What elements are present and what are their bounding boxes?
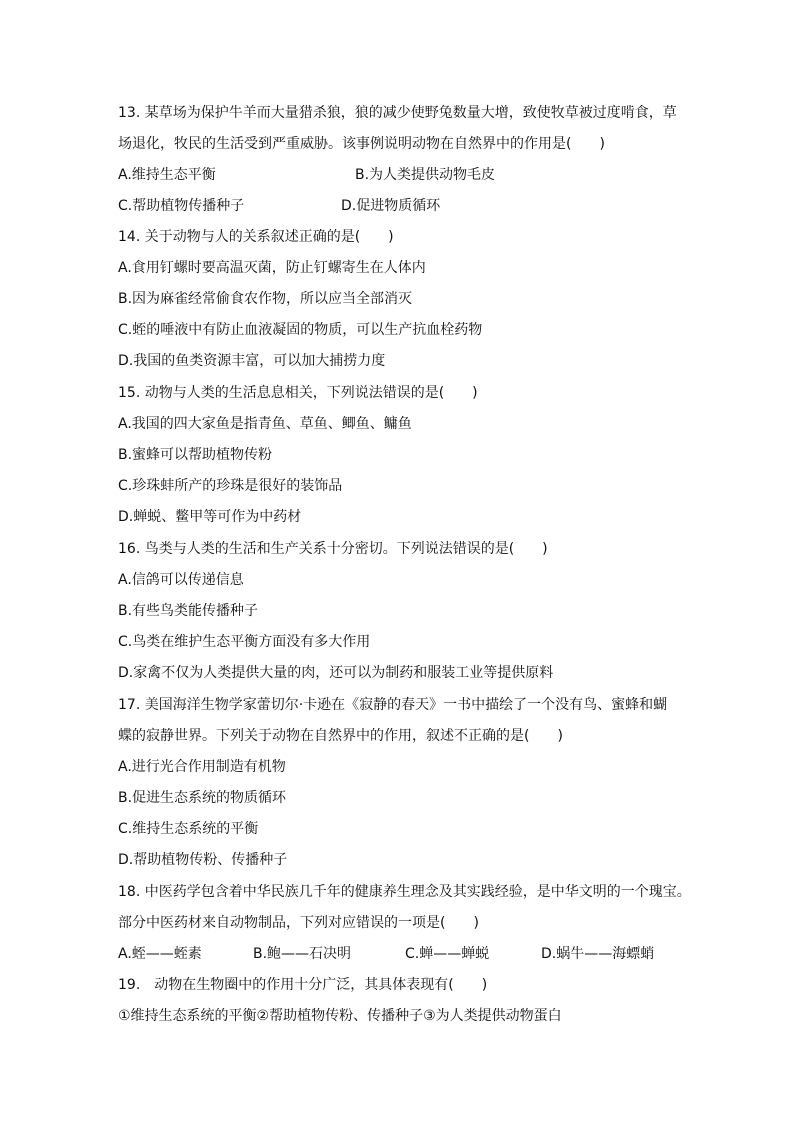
q17-option-c: C.维持生态系统的平衡 xyxy=(118,821,259,837)
q15-option-c: C.珍珠蚌所产的珍珠是很好的装饰品 xyxy=(118,478,343,494)
q16-option-a: A.信鸽可以传递信息 xyxy=(118,572,244,588)
q18-option-b: B.鲍——石决明 xyxy=(253,946,352,962)
q18-option-a: A.蛭——蛭素 xyxy=(118,946,202,962)
q13-option-b: B.为人类提供动物毛皮 xyxy=(355,167,496,183)
q14-option-d: D.我国的鱼类资源丰富，可以加大捕捞力度 xyxy=(118,353,386,369)
q15-option-d: D.蝉蜕、鳖甲等可作为中药材 xyxy=(118,509,302,525)
q15-option-b: B.蜜蜂可以帮助植物传粉 xyxy=(118,447,273,463)
q13-option-d: D.促进物质循环 xyxy=(341,198,441,214)
q16-option-b: B.有些鸟类能传播种子 xyxy=(118,603,259,619)
q14-option-a: A.食用钉螺时要高温灭菌，防止钉螺寄生在人体内 xyxy=(118,260,426,276)
q17-option-a: A.进行光合作用制造有机物 xyxy=(118,759,286,775)
q17-option-b: B.促进生态系统的物质循环 xyxy=(118,790,287,806)
q15-stem: 15. 动物与人类的生活息息相关，下列说法错误的是( ) xyxy=(118,385,478,401)
q16-option-c: C.鸟类在维护生态平衡方面没有多大作用 xyxy=(118,634,371,650)
q19-statements: ①维持生态系统的平衡②帮助植物传粉、传播种子③为人类提供动物蛋白 xyxy=(118,1008,562,1024)
q13-stem-line2: 场退化，牧民的生活受到严重威胁。该事例说明动物在自然界中的作用是( ) xyxy=(118,136,605,152)
q13-stem-line1: 13. 某草场为保护牛羊而大量猎杀狼，狼的减少使野兔数量大增，致使牧草被过度啃食，草 xyxy=(118,105,677,121)
q16-stem: 16. 鸟类与人类的生活和生产关系十分密切。下列说法错误的是( ) xyxy=(118,541,548,557)
q14-stem: 14. 关于动物与人的关系叙述正确的是( ) xyxy=(118,229,394,245)
q13-option-c: C.帮助植物传播种子 xyxy=(118,198,245,214)
q18-option-d: D.蜗牛——海螵蛸 xyxy=(541,946,655,962)
q19-stem: 19. 动物在生物圈中的作用十分广泛，其具体表现有( ) xyxy=(118,977,488,993)
q14-option-c: C.蛭的唾液中有防止血液凝固的物质，可以生产抗血栓药物 xyxy=(118,322,483,338)
q18-stem-line2: 部分中医药材来自动物制品，下列对应错误的一项是( ) xyxy=(118,915,479,931)
q18-option-c: C.蝉——蝉蜕 xyxy=(405,946,490,962)
q15-option-a: A.我国的四大家鱼是指青鱼、草鱼、鲫鱼、鳙鱼 xyxy=(118,416,412,432)
q14-option-b: B.因为麻雀经常偷食农作物，所以应当全部消灭 xyxy=(118,291,413,307)
q17-option-d: D.帮助植物传粉、传播种子 xyxy=(118,852,288,868)
q17-stem-line1: 17. 美国海洋生物学家蕾切尔·卡逊在《寂静的春天》一书中描绘了一个没有鸟、蜜蜂和蝴 xyxy=(118,697,668,713)
q13-option-a: A.维持生态平衡 xyxy=(118,167,216,183)
q17-stem-line2: 蝶的寂静世界。下列关于动物在自然界中的作用，叙述不正确的是( ) xyxy=(118,728,563,744)
q16-option-d: D.家禽不仅为人类提供大量的肉，还可以为制药和服装工业等提供原料 xyxy=(118,665,554,681)
q18-stem-line1: 18. 中医药学包含着中华民族几千年的健康养生理念及其实践经验，是中华文明的一个瑰宝。 xyxy=(118,884,691,900)
